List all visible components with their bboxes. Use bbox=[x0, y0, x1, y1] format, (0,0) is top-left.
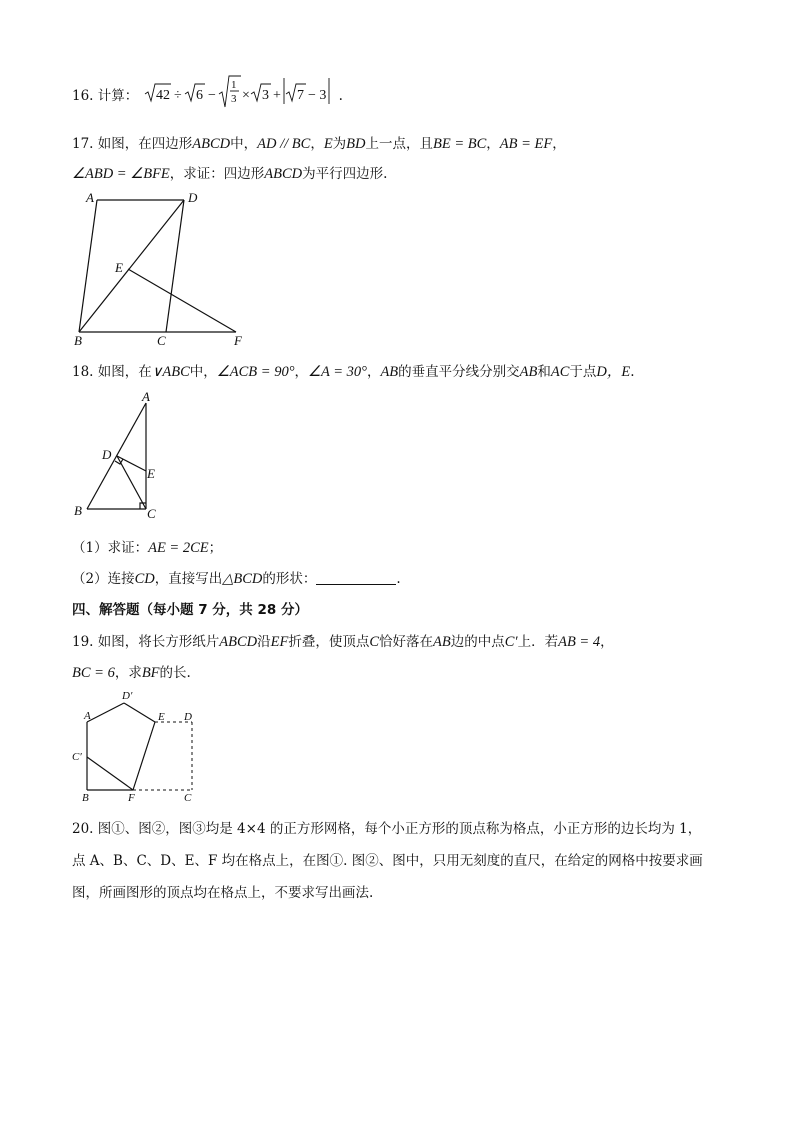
question-19-line-1 bbox=[72, 630, 614, 651]
text: 于点 bbox=[569, 364, 597, 380]
question-label: 计算： bbox=[97, 88, 139, 104]
svg-text:6: 6 bbox=[195, 88, 203, 103]
math-segment: BF bbox=[141, 665, 160, 681]
text: 和 bbox=[537, 364, 551, 380]
svg-text:3: 3 bbox=[261, 88, 269, 103]
text: 折叠，使顶点 bbox=[288, 634, 370, 650]
part-label: （2）连接 bbox=[72, 571, 135, 587]
text: 上一点，且 bbox=[365, 136, 434, 152]
math-angle-equation: ∠ABD = ∠BFE bbox=[72, 166, 170, 182]
math-parallel: AD // BC bbox=[257, 136, 311, 152]
text: ， bbox=[294, 364, 308, 380]
math-segment: AB bbox=[380, 364, 399, 380]
math-segment: EF bbox=[270, 634, 289, 650]
math-segment: AB bbox=[519, 364, 538, 380]
part-label: （1）求证： bbox=[72, 540, 149, 556]
text: 为平行四边形. bbox=[302, 166, 388, 182]
question-number: 18. bbox=[72, 364, 94, 380]
label-D: D bbox=[188, 190, 198, 205]
question-16 bbox=[72, 79, 343, 105]
math-triangle: △BCD bbox=[222, 571, 263, 587]
math-rect: ABCD bbox=[219, 634, 258, 650]
question-19-line-2 bbox=[72, 661, 191, 682]
label-C: C bbox=[157, 333, 166, 348]
text: ，求证：四边形 bbox=[169, 166, 265, 182]
label-D: D bbox=[184, 711, 192, 723]
question-number: 19. bbox=[72, 634, 94, 650]
math-expression bbox=[143, 79, 339, 105]
label-A: A bbox=[84, 710, 91, 722]
math-equation: AE = 2CE bbox=[148, 540, 209, 556]
math-triangle: ∨ABC bbox=[151, 364, 190, 380]
svg-text:7: 7 bbox=[296, 88, 304, 103]
label-F: F bbox=[234, 333, 242, 348]
math-angle: ∠A = 30° bbox=[308, 364, 367, 380]
text: 中， bbox=[230, 136, 258, 152]
text: 如图，将长方形纸片 bbox=[97, 634, 220, 650]
label-C-prime: C′ bbox=[72, 751, 82, 763]
math-equation: AB = EF bbox=[499, 136, 553, 152]
math-segment: CD bbox=[134, 571, 155, 587]
text: 为 bbox=[332, 136, 347, 152]
math-angle: ∠ACB = 90° bbox=[216, 364, 295, 380]
text: 的长. bbox=[159, 665, 191, 681]
text: 如图，在 bbox=[97, 364, 152, 380]
math-points: D，E bbox=[596, 364, 631, 380]
text: . bbox=[396, 571, 401, 587]
label-E: E bbox=[115, 260, 123, 275]
question-18-part-2 bbox=[72, 567, 401, 588]
text: 中， bbox=[189, 364, 217, 380]
question-number: 17. bbox=[72, 136, 94, 152]
end-punct: . bbox=[338, 88, 343, 104]
section-heading: 四、解答题（每小题 7 分，共 28 分） bbox=[72, 602, 308, 618]
text: . bbox=[630, 364, 635, 380]
label-B: B bbox=[74, 503, 82, 518]
text: ， bbox=[600, 634, 614, 650]
label-F: F bbox=[128, 792, 135, 804]
text: ，直接写出 bbox=[154, 571, 223, 587]
expression-svg bbox=[143, 74, 339, 108]
math-quad: ABCD bbox=[192, 136, 231, 152]
math-segment: AB bbox=[433, 634, 451, 650]
math-equation: BC = 6 bbox=[72, 665, 115, 681]
text: 沿 bbox=[257, 634, 271, 650]
question-20-line-1: 20. 图①、图②，图③均是 4×4 的正方形网格，每个小正方形的顶点称为格点，小正方形的边长均为 1， bbox=[72, 821, 702, 837]
text: ， bbox=[552, 136, 566, 152]
math-segment: BD bbox=[346, 136, 366, 152]
text: ， bbox=[486, 136, 500, 152]
text: 的垂直平分线分别交 bbox=[398, 364, 520, 380]
text: 如图，在四边形 bbox=[97, 136, 193, 152]
svg-text:42: 42 bbox=[155, 88, 170, 103]
math-equation: AB = 4 bbox=[558, 634, 601, 650]
question-17-line-2 bbox=[72, 162, 387, 183]
math-point: C bbox=[369, 634, 380, 650]
math-segment: AC bbox=[550, 364, 570, 380]
svg-text:1: 1 bbox=[230, 79, 237, 91]
label-E: E bbox=[147, 466, 155, 481]
label-C: C bbox=[147, 506, 156, 521]
math-quad: ABCD bbox=[264, 166, 303, 182]
answer-blank[interactable] bbox=[316, 572, 396, 585]
text: ，求 bbox=[114, 665, 142, 681]
math-point: E bbox=[323, 136, 333, 152]
svg-text:×: × bbox=[241, 88, 250, 103]
question-20-line-2: 点 A、B、C、D、E、F 均在格点上，在图①. 图②、图中，只用无刻度的直尺，在给定的网格中按要求画 bbox=[72, 853, 703, 869]
question-17-line-1 bbox=[72, 132, 566, 153]
label-B: B bbox=[82, 792, 89, 804]
label-B: B bbox=[74, 333, 82, 348]
label-E: E bbox=[158, 711, 165, 723]
math-point: C′ bbox=[504, 634, 518, 650]
label-A: A bbox=[142, 389, 150, 404]
question-18 bbox=[72, 360, 635, 381]
svg-text:−: − bbox=[207, 88, 216, 103]
text: 上．若 bbox=[517, 634, 559, 650]
question-18-part-1 bbox=[72, 536, 222, 557]
text: ， bbox=[366, 364, 381, 380]
svg-text:3: 3 bbox=[230, 93, 237, 105]
svg-text:÷: ÷ bbox=[173, 88, 182, 103]
svg-text:+: + bbox=[272, 88, 281, 103]
label-C: C bbox=[184, 792, 192, 804]
text: ， bbox=[310, 136, 324, 152]
text: ； bbox=[208, 540, 223, 556]
label-A: A bbox=[86, 190, 94, 205]
text: 恰好落在 bbox=[379, 634, 434, 650]
text: 边的中点 bbox=[450, 634, 505, 650]
question-20-line-3: 图，所画图形的顶点均在格点上，不要求写出画法. bbox=[72, 885, 374, 901]
question-number: 16. bbox=[72, 88, 94, 104]
svg-text:− 3: − 3 bbox=[307, 88, 326, 103]
label-D-prime: D′ bbox=[122, 690, 133, 702]
label-D: D bbox=[102, 447, 112, 462]
math-equation: BE = BC bbox=[433, 136, 487, 152]
text: 的形状： bbox=[262, 571, 317, 587]
